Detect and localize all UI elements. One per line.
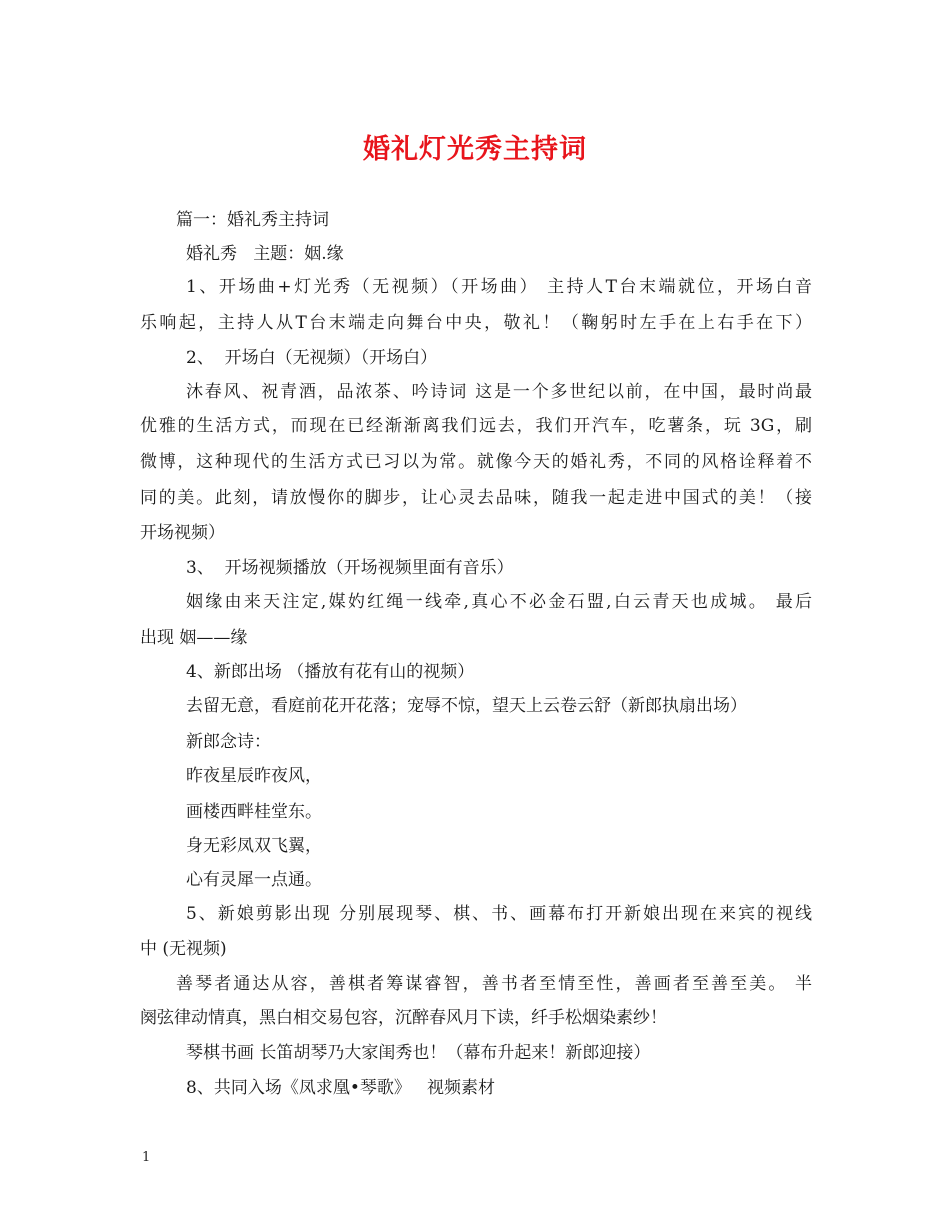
- paragraph-line: 8、共同入场《凤求凰•琴歌》 视频素材: [186, 1078, 496, 1098]
- paragraph-line: 2、 开场白（无视频）（开场白）: [186, 348, 438, 368]
- theme-line: 婚礼秀 主题：姻.缘: [186, 244, 344, 264]
- document-title: 婚礼灯光秀主持词: [363, 134, 587, 165]
- paragraph-line: 新郎念诗：: [186, 732, 271, 752]
- poem-line: 画楼西畔桂堂东。: [186, 802, 322, 822]
- section-heading: 篇一：婚礼秀主持词: [176, 210, 329, 230]
- paragraph-line: 1、开场曲+灯光秀（无视频）（开场曲） 主持人T台末端就位，开场白音: [186, 277, 812, 297]
- poem-line: 昨夜星辰昨夜风，: [186, 766, 322, 786]
- paragraph-line: 优雅的生活方式，而现在已经渐渐离我们远去，我们开汽车，吃薯条，玩 3G，刷: [140, 416, 812, 436]
- paragraph-line: 开场视频）: [140, 523, 225, 543]
- paragraph-line: 5、新娘剪影出现 分别展现琴、棋、书、画幕布打开新娘出现在来宾的视线: [186, 904, 812, 924]
- paragraph-line: 去留无意，看庭前花开花落；宠辱不惊，望天上云卷云舒（新郎执扇出场）: [186, 696, 747, 716]
- page-number: 1: [142, 1150, 151, 1165]
- paragraph-line: 3、 开场视频播放（开场视频里面有音乐）: [186, 558, 514, 578]
- paragraph-line: 微博，这种现代的生活方式已习以为常。就像今天的婚礼秀，不同的风格诠释着不: [140, 452, 812, 472]
- paragraph-line: 4、新郎出场 （播放有花有山的视频）: [186, 662, 475, 682]
- paragraph-line: 琴棋书画 长笛胡琴乃大家闺秀也！（幕布升起来！新郎迎接）: [186, 1043, 651, 1063]
- poem-line: 心有灵犀一点通。: [186, 870, 322, 890]
- paragraph-line: 姻缘由来天注定,媒妁红绳一线牵,真心不必金石盟,白云青天也成城。 最后: [186, 592, 812, 612]
- poem-line: 身无彩凤双飞翼，: [186, 836, 322, 856]
- paragraph-line: 乐响起，主持人从T台末端走向舞台中央，敬礼！（鞠躬时左手在上右手在下）: [140, 313, 812, 333]
- paragraph-line: 出现 姻——缘: [140, 628, 248, 648]
- paragraph-line: 善琴者通达从容，善棋者筹谋睿智，善书者至情至性，善画者至善至美。 半: [176, 974, 812, 994]
- paragraph-line: 中 (无视频): [140, 939, 227, 959]
- paragraph-line: 同的美。此刻，请放慢你的脚步，让心灵去品味，随我一起走进中国式的美！（接: [140, 488, 812, 508]
- paragraph-line: 阕弦律动情真，黑白相交易包容，沉醉春风月下读，纤手松烟染素纱！: [140, 1008, 667, 1028]
- paragraph-line: 沐春风、祝青酒，品浓茶、吟诗词 这是一个多世纪以前，在中国，最时尚最: [186, 382, 812, 402]
